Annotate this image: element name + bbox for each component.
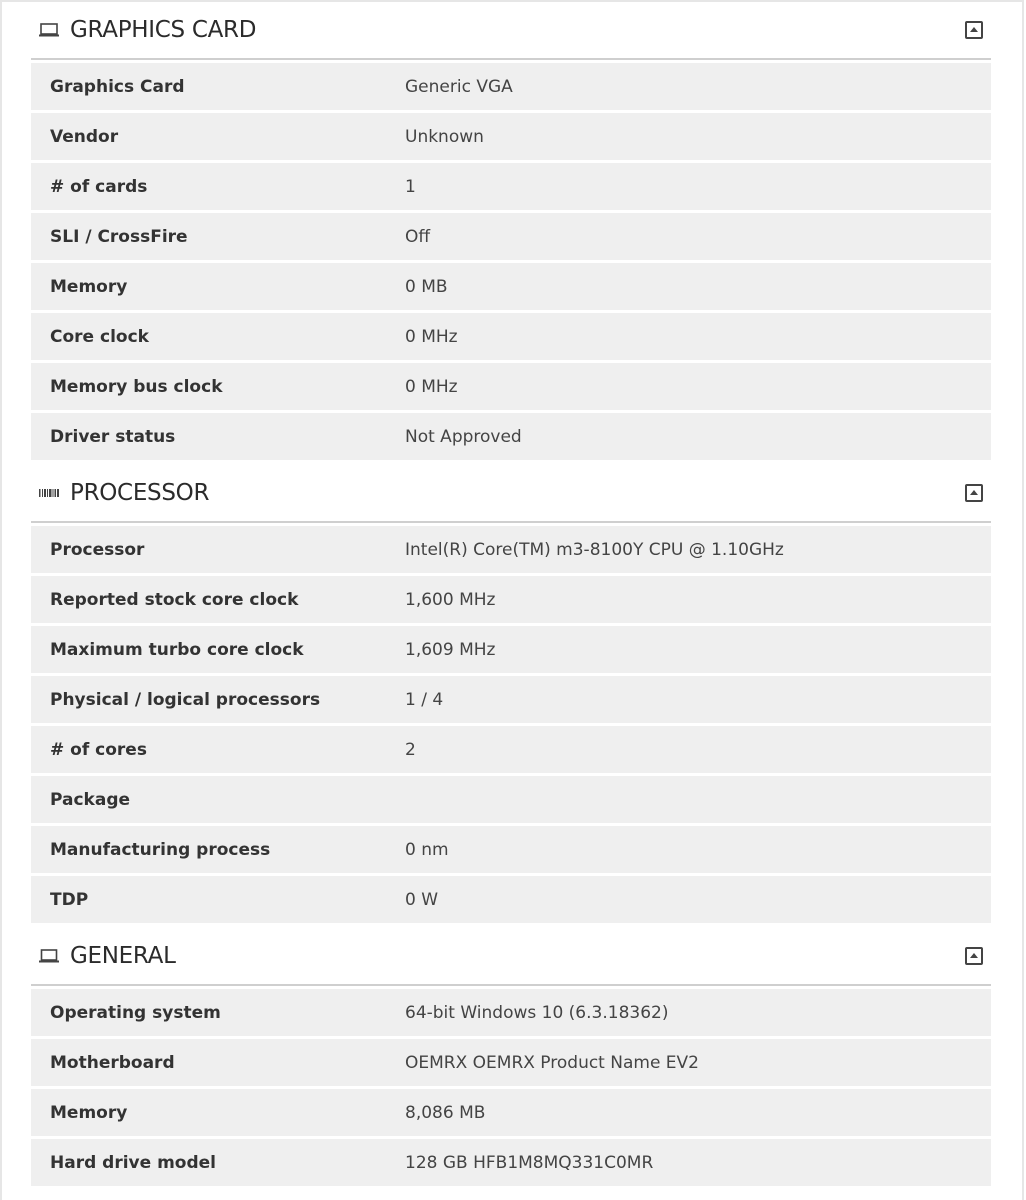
section-title: PROCESSOR [70,480,210,506]
table-row [31,989,991,1036]
row-value: 0 W [405,889,439,910]
row-value: Off [405,226,431,247]
row-value: 0 MB [405,276,448,297]
row-value: 0 nm [405,839,449,860]
table-row [31,163,991,210]
table-row [31,776,991,823]
row-label: Driver status [50,426,176,447]
table-row [31,1039,991,1086]
row-label: Hard drive model [50,1152,216,1173]
table-row [31,263,991,310]
row-value: 1,600 MHz [405,589,496,610]
row-value: Intel(R) Core(TM) m3-8100Y CPU @ 1.10GHz [405,539,784,560]
table-row [31,413,991,460]
cpu-icon [39,484,61,502]
row-label: Motherboard [50,1052,175,1073]
row-value: Not Approved [405,426,522,447]
row-value: 1,609 MHz [405,639,496,660]
row-label: # of cards [50,176,148,197]
table-row [31,676,991,723]
table-row [31,363,991,410]
row-value: 1 / 4 [405,689,444,710]
table-row [31,626,991,673]
section-header [31,463,991,523]
section-title: GRAPHICS CARD [70,17,257,43]
row-label: Package [50,789,131,810]
row-value: 8,086 MB [405,1102,486,1123]
row-value: 128 GB HFB1M8MQ331C0MR [405,1152,654,1173]
collapse-button[interactable] [965,484,983,502]
laptop-icon [39,947,61,965]
row-label: Memory [50,276,128,297]
collapse-button[interactable] [965,947,983,965]
row-value: 2 [405,739,416,760]
section-header [31,926,991,986]
monitor-icon [39,21,61,39]
row-value: 1 [405,176,416,197]
table-row [31,1139,991,1186]
collapse-button[interactable] [965,21,983,39]
table-row [31,313,991,360]
table-row [31,876,991,923]
row-label: SLI / CrossFire [50,226,188,247]
table-row [31,1089,991,1136]
row-label: Operating system [50,1002,221,1023]
row-label: Physical / logical processors [50,689,321,710]
table-row [31,526,991,573]
row-value: 0 MHz [405,326,458,347]
section-title: GENERAL [70,943,176,969]
row-label: TDP [50,889,89,910]
section-header [31,0,991,60]
row-label: Vendor [50,126,119,147]
table-row [31,113,991,160]
section-processor [31,463,991,923]
table-row [31,576,991,623]
row-value: Unknown [405,126,484,147]
row-label: Processor [50,539,145,560]
section-general [31,926,991,1186]
table-row [31,726,991,773]
row-value: 0 MHz [405,376,458,397]
row-value: Generic VGA [405,76,513,97]
row-label: Memory bus clock [50,376,223,397]
row-label: Reported stock core clock [50,589,299,610]
row-value: OEMRX OEMRX Product Name EV2 [405,1052,699,1073]
table-row [31,213,991,260]
table-row [31,63,991,110]
row-label: Core clock [50,326,149,347]
row-value: 64-bit Windows 10 (6.3.18362) [405,1002,669,1023]
row-label: # of cores [50,739,147,760]
row-label: Memory [50,1102,128,1123]
table-row [31,826,991,873]
row-label: Maximum turbo core clock [50,639,304,660]
system-info-panel [31,0,991,1189]
row-label: Graphics Card [50,76,185,97]
row-label: Manufacturing process [50,839,271,860]
section-graphics-card [31,0,991,460]
